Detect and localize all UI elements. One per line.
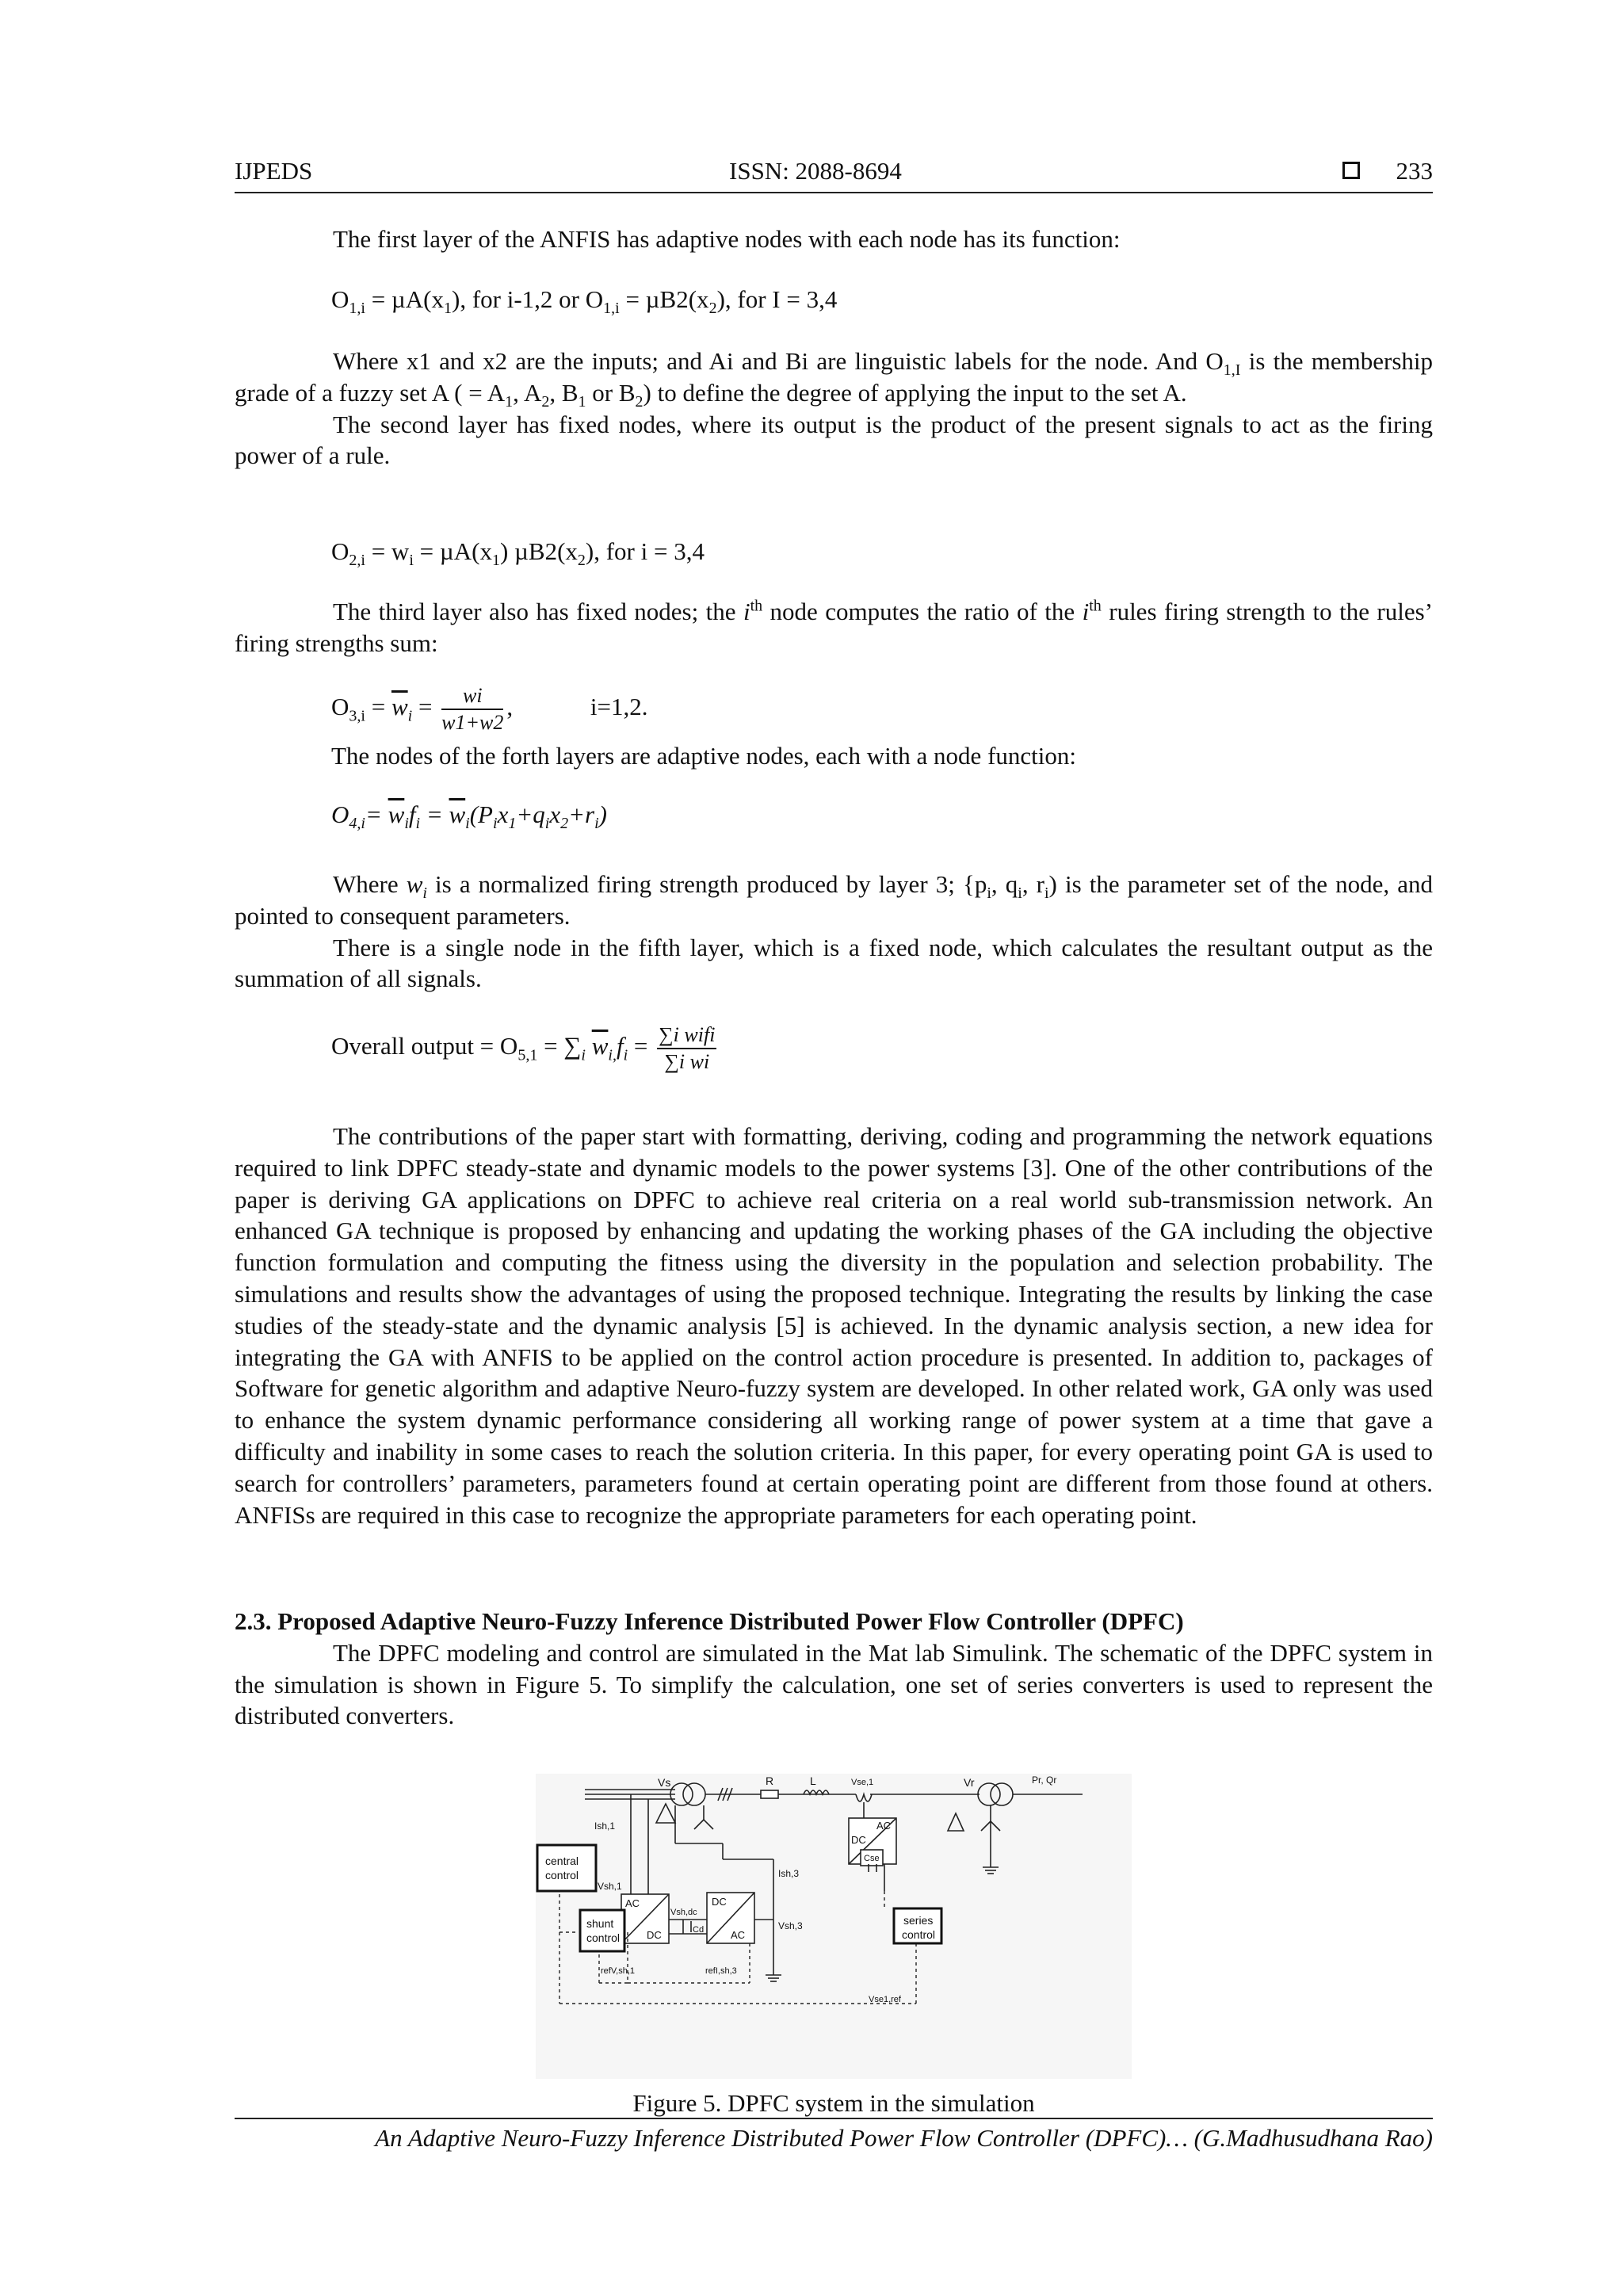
journal-name: IJPEDS bbox=[235, 157, 313, 185]
para-where2-wrap bbox=[235, 869, 1433, 995]
para-layer3: The third layer also has fixed nodes; the $i^{th}$ node computes the ratio of the $i^{th}$ rules firing strength to the rules’ firing strengths sum: bbox=[235, 597, 1433, 657]
para-where1: Where x1 and x2 are the inputs; and Ai and Bi are linguistic labels for the node. And $O_{1,I}$ is the membership grade of a fuzzy set A ( = $A_1$, $A_2$, $B_1$ or $B_2$) to define the degree of applying the input to the set A. bbox=[235, 347, 1434, 411]
label-dc-3: DC bbox=[851, 1834, 866, 1846]
central-label-2: control bbox=[545, 1869, 579, 1881]
shunt-label-2: control bbox=[586, 1931, 621, 1944]
label-ac-1: AC bbox=[625, 1897, 640, 1909]
label-refv: refV,sh,1 bbox=[601, 1966, 636, 1976]
label-ish: Ish,1 bbox=[594, 1820, 616, 1832]
label-vseref: Vse1,ref bbox=[869, 1995, 901, 2004]
para-layer1: The first layer of the ANFIS has adaptive nodes with each node has its function: bbox=[333, 225, 1121, 253]
equation-1: $O_{1,i} = \mu A(x_1)$, for i-1,2 or $O_{1,i} = \mu B2(x_2)$, for I = 3,4 bbox=[331, 285, 838, 318]
label-ish3: Ish,3 bbox=[778, 1868, 800, 1879]
label-prqr: Pr, Qr bbox=[1032, 1775, 1057, 1786]
para-contrib-wrap bbox=[235, 1121, 1433, 1530]
label-l: L bbox=[810, 1775, 816, 1787]
para-layer3-wrap bbox=[235, 596, 1433, 659]
equation-3: $O_{3,i} = \overline{w}_i$ = $\frac{wi}{w1+w2}$ , i=1,2. bbox=[331, 684, 648, 734]
square-icon bbox=[1342, 162, 1360, 179]
para-where1-wrap bbox=[235, 346, 1433, 472]
para-layer2: The second layer has fixed nodes, where its output is the product of the present signals to act as the firing power of a rule. bbox=[235, 410, 1433, 470]
para-where2: Where $w_i$ is a normalized firing strength produced by layer 3; {$p_i$, $q_i$, $r_i$) is the parameter set of the node, and pointed to consequent parameters. bbox=[235, 870, 1433, 930]
section-title: 2.3. Proposed Adaptive Neuro-Fuzzy Inference Distributed Power Flow Controller (DPFC) bbox=[235, 1607, 1184, 1635]
shunt-control-box bbox=[580, 1910, 624, 1951]
dpfc-schematic bbox=[536, 1774, 1132, 2079]
figure-caption: Figure 5. DPFC system in the simulation bbox=[632, 2089, 1035, 2117]
para-layer1-wrap bbox=[235, 223, 1433, 255]
equation-5: Overall output = $O_{5,1} = \sum_i$ $\overline{w}_{i,}f_i$ = $\frac{\text{∑i wifi}}{\text{∑i wi}}$ bbox=[331, 1023, 716, 1073]
equation-2: $O_{2,i} = w_i = \mu A(x_1)$ $\mu B2(x_2)$, for i = 3,4 bbox=[331, 537, 705, 570]
series-label-2: control bbox=[902, 1928, 936, 1941]
page-number: 233 bbox=[1396, 157, 1433, 185]
issn: ISSN: 2088-8694 bbox=[729, 157, 902, 185]
label-ac-3: AC bbox=[876, 1820, 892, 1832]
shunt-label-1: shunt bbox=[586, 1917, 614, 1930]
label-vse: Vse,1 bbox=[851, 1778, 874, 1787]
label-dc-2: DC bbox=[712, 1896, 727, 1908]
label-cd: Cd bbox=[693, 1925, 705, 1935]
section-wrap bbox=[235, 1606, 1433, 1732]
label-ac-2: AC bbox=[731, 1929, 746, 1941]
equation-4: $O_{4,i}= \overline{w}_if_i = \overline{w}_i(P_ix_1+q_ix_2+r_i)$ bbox=[331, 800, 607, 833]
para-layer5: There is a single node in the fifth layer, which is a fixed node, which calculates the resultant output as the summation of all signals. bbox=[235, 933, 1433, 993]
central-label-1: central bbox=[545, 1855, 579, 1867]
running-footer: An Adaptive Neuro-Fuzzy Inference Distributed Power Flow Controller (DPFC)… (G.Madhusudhana Rao) bbox=[235, 2118, 1433, 2153]
para-contributions: The contributions of the paper start with formatting, deriving, coding and programming the network equations required to link DPFC steady-state and dynamic models to the power systems [3]. One of the other contributions of the paper is deriving GA applications on DPFC to achieve real criteria on a real world sub-transmission network. An enhanced GA technique is proposed by enhancing and updating the working phases of the GA including the objective function formulation and computing the fitness using the diversity in the population and selection probability. The simulations and results show the advantages of using the proposed technique. Integrating the results by linking the case studies of the steady-state and the dynamic analysis [5] is achieved. In the dynamic analysis section, a new idea for integrating the GA with ANFIS to be applied on the control action procedure is presented. In addition to, packages of Software for genetic algorithm and adaptive Neuro-fuzzy system are developed. In other related work, GA only was used to enhance the system dynamic performance considering all working range of power system at a time that gave a difficulty and inability in some cases to reach the solution criteria. In this paper, for every operating point GA is used to search for controllers’ parameters, parameters found at certain operating point are different from those found at others. ANFISs are required in this case to recognize the appropriate parameters for each operating point. bbox=[235, 1122, 1433, 1529]
label-vsh3: Vsh,3 bbox=[778, 1920, 803, 1931]
para-layer4-wrap bbox=[235, 740, 1433, 772]
series-label-1: series bbox=[903, 1914, 934, 1927]
label-vsh: Vsh,1 bbox=[598, 1881, 622, 1892]
central-control-box bbox=[537, 1845, 596, 1891]
para-section: The DPFC modeling and control are simulated in the Mat lab Simulink. The schematic of the DPFC system in the simulation is shown in Figure 5. To simplify the calculation, one set of series converters is used to represent the distributed converters. bbox=[235, 1638, 1433, 1730]
label-vr: Vr bbox=[964, 1776, 975, 1789]
running-header bbox=[235, 155, 1433, 193]
label-dc-1: DC bbox=[647, 1929, 662, 1941]
label-cse: Cse bbox=[864, 1854, 880, 1863]
label-vshdc: Vsh,dc bbox=[670, 1908, 697, 1917]
label-refi: refI,sh,3 bbox=[705, 1966, 737, 1976]
label-r: R bbox=[766, 1775, 774, 1787]
label-vs: Vs bbox=[658, 1776, 671, 1789]
para-layer4: The nodes of the forth layers are adaptive nodes, each with a node function: bbox=[331, 742, 1076, 770]
